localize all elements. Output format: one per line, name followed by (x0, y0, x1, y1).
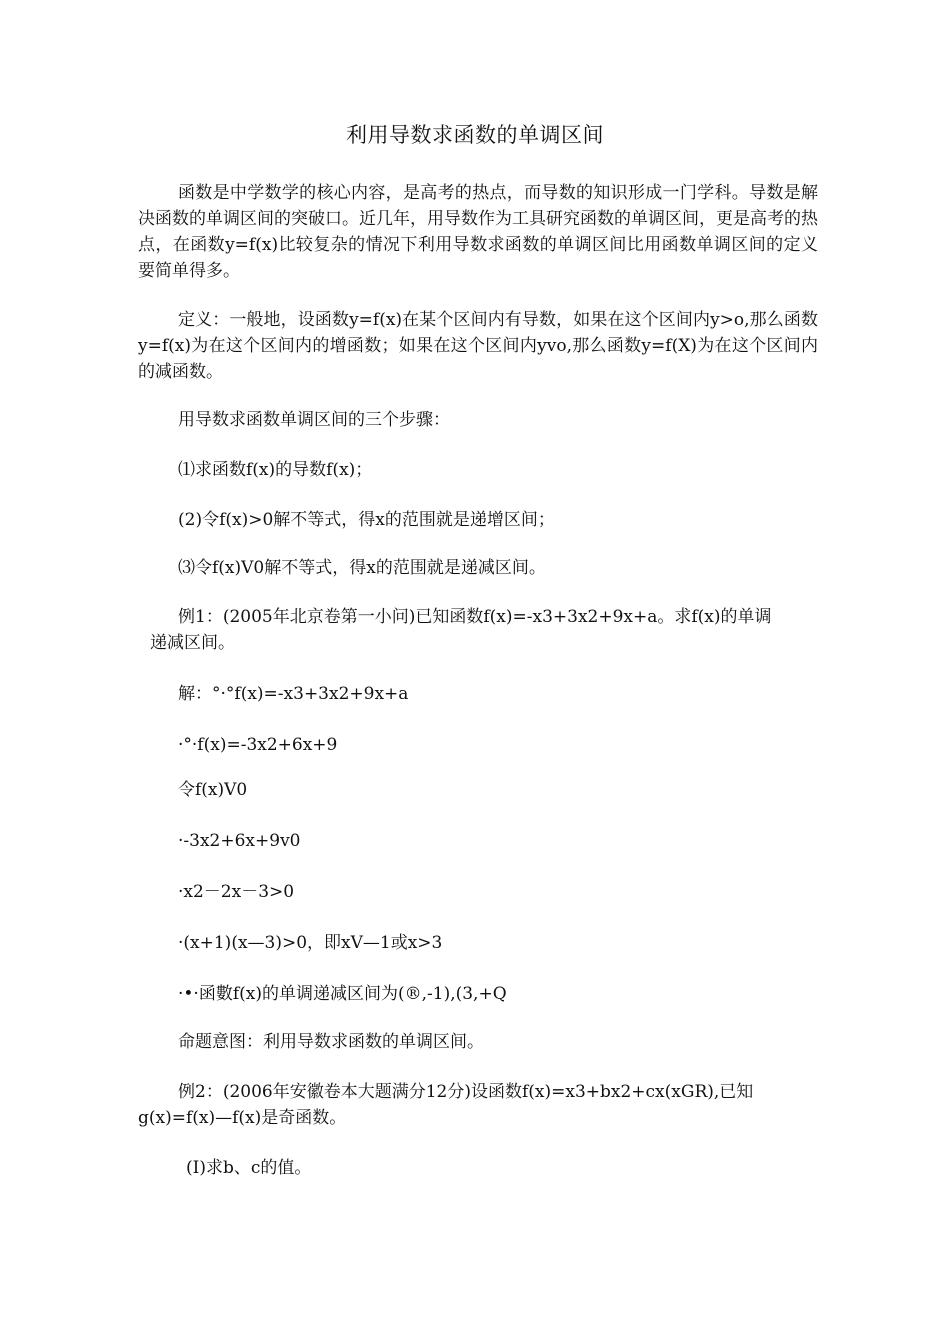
step-2: (2)令f(x)>0解不等式，得x的范围就是递增区间； (178, 510, 555, 530)
solution-line-2: ·°·f(x)=-3x2+6x+9 (178, 735, 338, 755)
example-2-line-1: 例2：(2006年安徽卷本大题满分12分)设函数f(x)=x3+bx2+cx(xGR),已知 (178, 1082, 754, 1102)
step-1: ⑴求函数f(x)的导数f(x)； (178, 460, 373, 480)
solution-line-6: ·(x+1)(x—3)>0，即xV—1或x>3 (178, 933, 443, 953)
solution-line-7: ·•·函數f(x)的单调递减区间为(®,-1),(3,+Q (178, 984, 507, 1004)
solution-line-3: 令f(x)V0 (178, 780, 248, 800)
example-2-line-2: g(x)=f(x)—f(x)是奇函数。 (138, 1108, 347, 1128)
example-1-line-1: 例1：(2005年北京卷第一小问)已知函数f(x)=-x3+3x2+9x+a。求f(x)的单调 (178, 607, 772, 627)
intro-paragraph: 函数是中学数学的核心内容，是高考的热点，而导数的知识形成一门学科。导数是解决函数的单调区间的突破口。近几年，用导数作为工具研究函数的单调区间，更是高考的热点，在函数y=f(x)比较复杂的情况下利用导数求函数的单调区间比用函数单调区间的定义要简单得多。 (138, 183, 818, 281)
example-1-line-2: 递减区间。 (150, 633, 235, 653)
step-3: ⑶令f(x)V0解不等式，得x的范围就是递减区间。 (178, 558, 546, 578)
solution-line-4: ·-3x2+6x+9v0 (178, 831, 301, 851)
solution-line-5: ·x2－2x－3>0 (178, 882, 295, 902)
intent-line: 命题意图：利用导数求函数的单调区间。 (178, 1032, 484, 1052)
steps-heading: 用导数求函数单调区间的三个步骤： (178, 410, 450, 430)
solution-line-1: 解：°·°f(x)=-x3+3x2+9x+a (178, 684, 409, 704)
definition-paragraph: 定义：一般地，设函数y=f(x)在某个区间内有导数，如果在这个区间内y>o,那么函数y=f(x)为在这个区间内的增函数；如果在这个区间内yvo,那么函数y=f(X)为在这个区间内的减函数。 (138, 310, 818, 382)
part-1-question: (I)求b、c的值。 (186, 1158, 312, 1178)
document-title: 利用导数求函数的单调区间 (346, 123, 604, 147)
